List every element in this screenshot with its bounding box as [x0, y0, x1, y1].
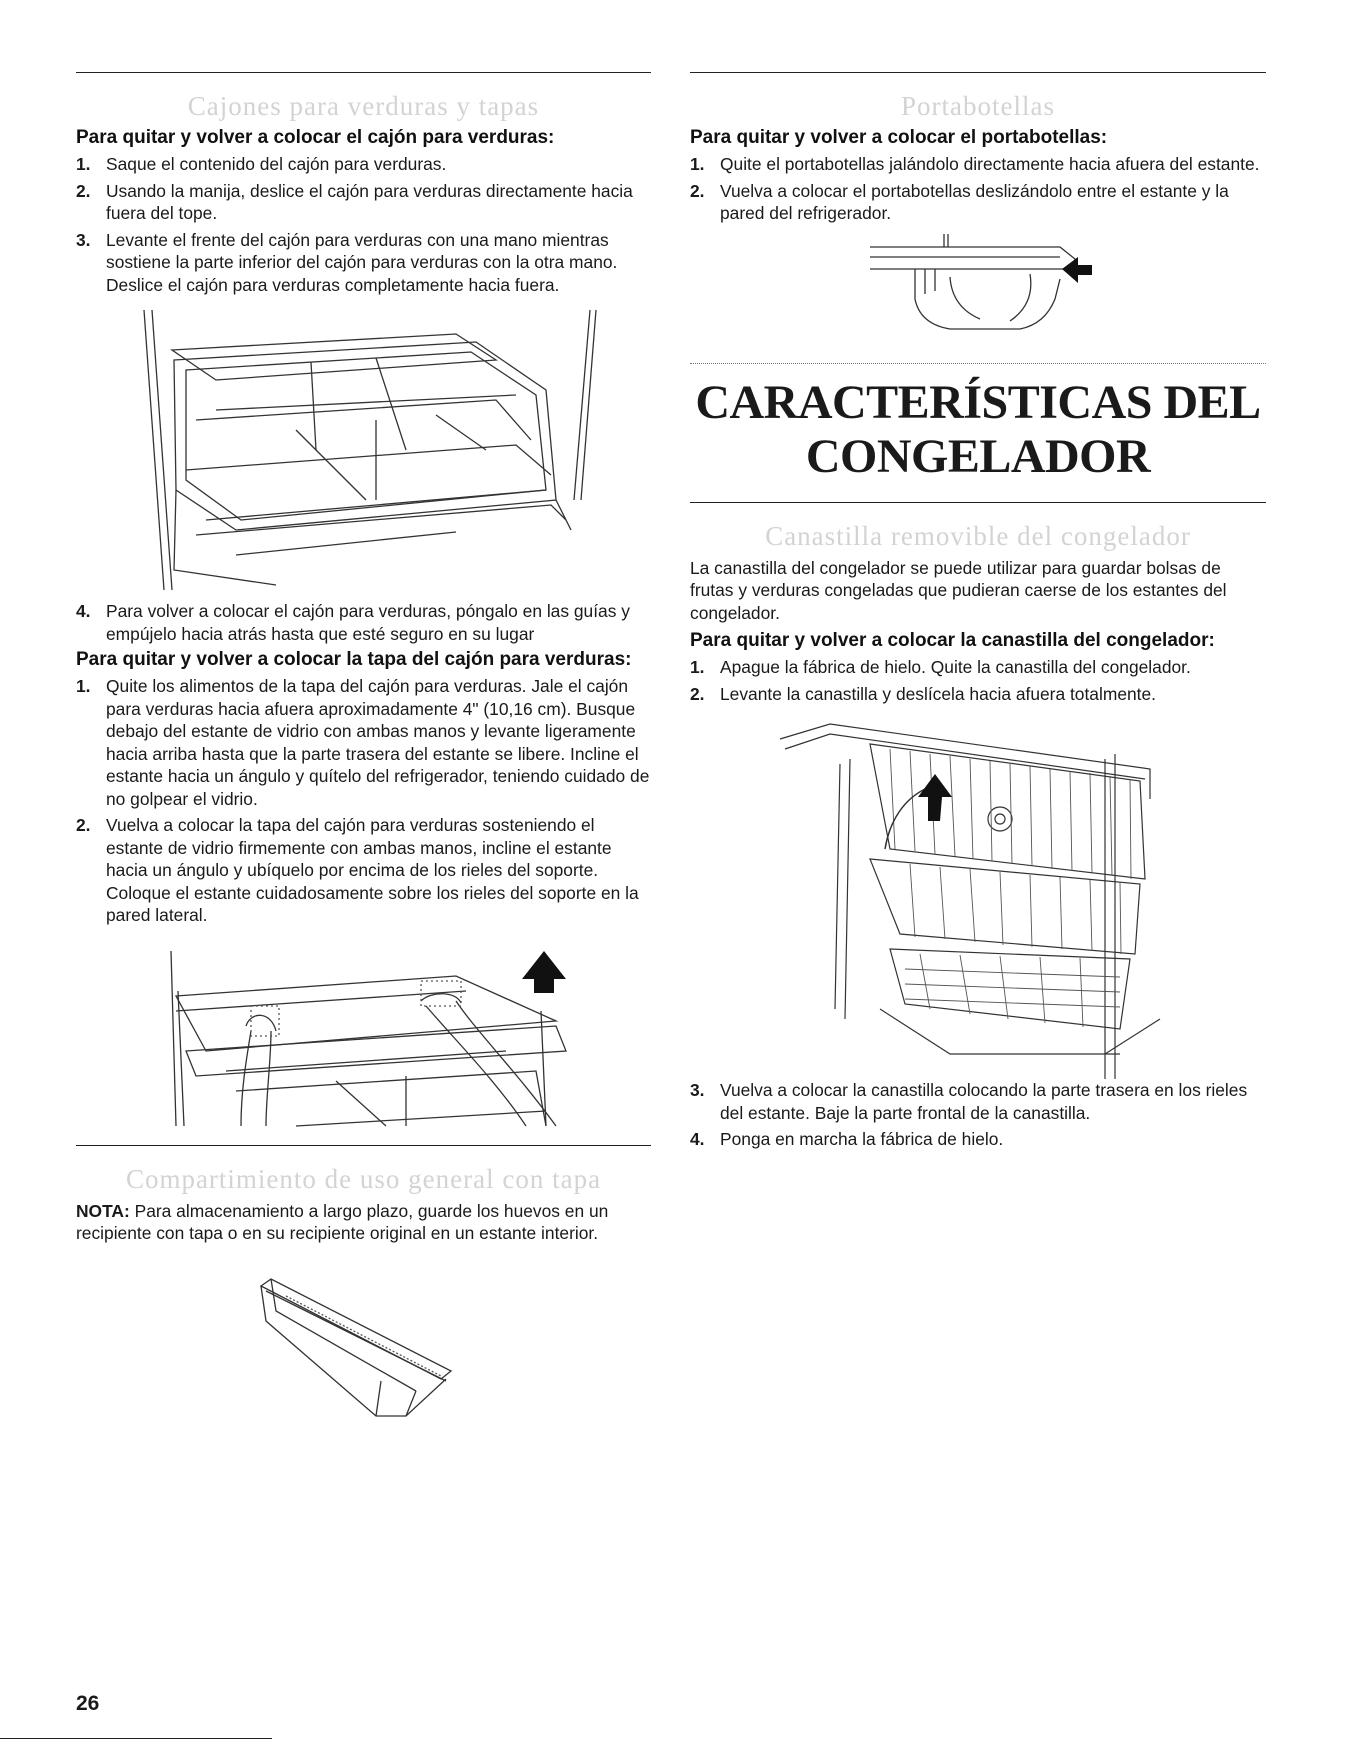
list-item: 2. Vuelva a colocar el portabotellas deslizándolo entre el estante y la pared del refrigerador.: [690, 180, 1229, 223]
storage-bin-illustration: [76, 1251, 651, 1431]
bottle-steps: [690, 153, 1266, 225]
list-item: 2. Usando la manija, deslice el cajón para verduras directamente hacia fuera del tope.: [76, 180, 633, 223]
list-item: 2. Vuelva a colocar la tapa del cajón para verduras sosteniendo el estante de vidrio firmemente con ambas manos, incline el estante hacia un ángulo y ubíquelo por encima de los rieles del soporte. Coloque el estante cuidadosamente sobre los rieles del soporte en la pared lateral.: [76, 815, 639, 925]
left-column: [76, 72, 651, 1431]
drawer-step-4: [76, 600, 651, 645]
section-title-drawers: Cajones para verduras y tapas: [187, 91, 540, 121]
list-item: 1. Quite el portabotellas jalándolo directamente hacia afuera del estante.: [690, 154, 1260, 174]
cover-heading: Para quitar y volver a colocar la tapa del cajón para verduras:: [76, 649, 632, 670]
arrow-up-icon: [522, 951, 566, 993]
remove-drawer-heading: Para quitar y volver a colocar el cajón para verduras:: [76, 127, 555, 148]
bottle-heading: Para quitar y volver a colocar el portabotellas:: [690, 127, 1108, 148]
freezer-basket-illustration: [690, 709, 1266, 1079]
footer-rule: [0, 1738, 272, 1739]
drawer-cover-illustration: [76, 931, 651, 1131]
section-title-compartment: Compartimiento de uso general con tapa: [125, 1163, 602, 1194]
dotted-divider: [690, 363, 1266, 364]
note-paragraph: NOTA: Para almacenamiento a largo plazo, guarde los huevos en un recipiente con tapa o en su recipiente original en un estante interior.: [76, 1200, 609, 1243]
cover-steps: [76, 675, 651, 927]
list-item: 2. Levante la canastilla y deslícela hacia afuera totalmente.: [690, 683, 1156, 704]
list-item: 1. Apague la fábrica de hielo. Quite la canastilla del congelador.: [690, 657, 1191, 677]
drawer-steps: [76, 153, 651, 296]
list-item: 3. Levante el frente del cajón para verduras con una mano mientras sostiene la parte inferior del cajón para verduras con la otra mano. Deslice el cajón para verduras completamente hacia fuera.: [76, 229, 618, 295]
bottle-holder-illustration: [690, 229, 1266, 349]
basket-steps: [690, 656, 1266, 705]
list-item: 1. Quite los alimentos de la tapa del cajón para verduras. Jale el cajón para verduras hacia afuera aproximadamente 4" (10,16 cm). Busque debajo del estante de vidrio con ambas manos y levante ligeramente hacia arriba hasta que la parte trasera del estante se libere. Incline el estante hacia un ángulo y quítelo del refrigerador, teniendo cuidado de no golpear el vidrio.: [76, 676, 650, 809]
right-column: [690, 72, 1266, 1155]
arrow-up-icon: [918, 774, 952, 821]
section-rule: [76, 72, 651, 73]
arrow-left-icon: [1062, 257, 1092, 283]
section-rule: [76, 1145, 651, 1146]
section-rule: [690, 72, 1266, 73]
section-title-bottles: Portabotellas: [901, 91, 1055, 121]
freezer-intro: La canastilla del congelador se puede utilizar para guardar bolsas de frutas y verduras congeladas que pudieran caerse de los estantes del congelador.: [690, 557, 1227, 623]
basket-steps-2: [690, 1079, 1266, 1151]
section-title-freezer-basket: Canastilla removible del congelador: [765, 520, 1191, 551]
list-item: 4. Para volver a colocar el cajón para verduras, póngalo en las guías y empújelo hacia atrás hasta que esté seguro en su lugar: [76, 601, 630, 644]
freezer-features-title: CARACTERÍSTICAS DEL CONGELADOR: [695, 375, 1261, 483]
basket-heading: Para quitar y volver a colocar la canastilla del congelador:: [690, 630, 1215, 651]
section-rule: [690, 502, 1266, 503]
list-item: 3. Vuelva a colocar la canastilla colocando la parte trasera en los rieles del estante. Baje la parte frontal de la canastilla.: [690, 1080, 1248, 1123]
page-number: 26: [76, 1692, 100, 1715]
list-item: 4. Ponga en marcha la fábrica de hielo.: [690, 1129, 1004, 1149]
list-item: 1. Saque el contenido del cajón para verduras.: [76, 154, 447, 174]
drawer-illustration: [76, 300, 651, 600]
